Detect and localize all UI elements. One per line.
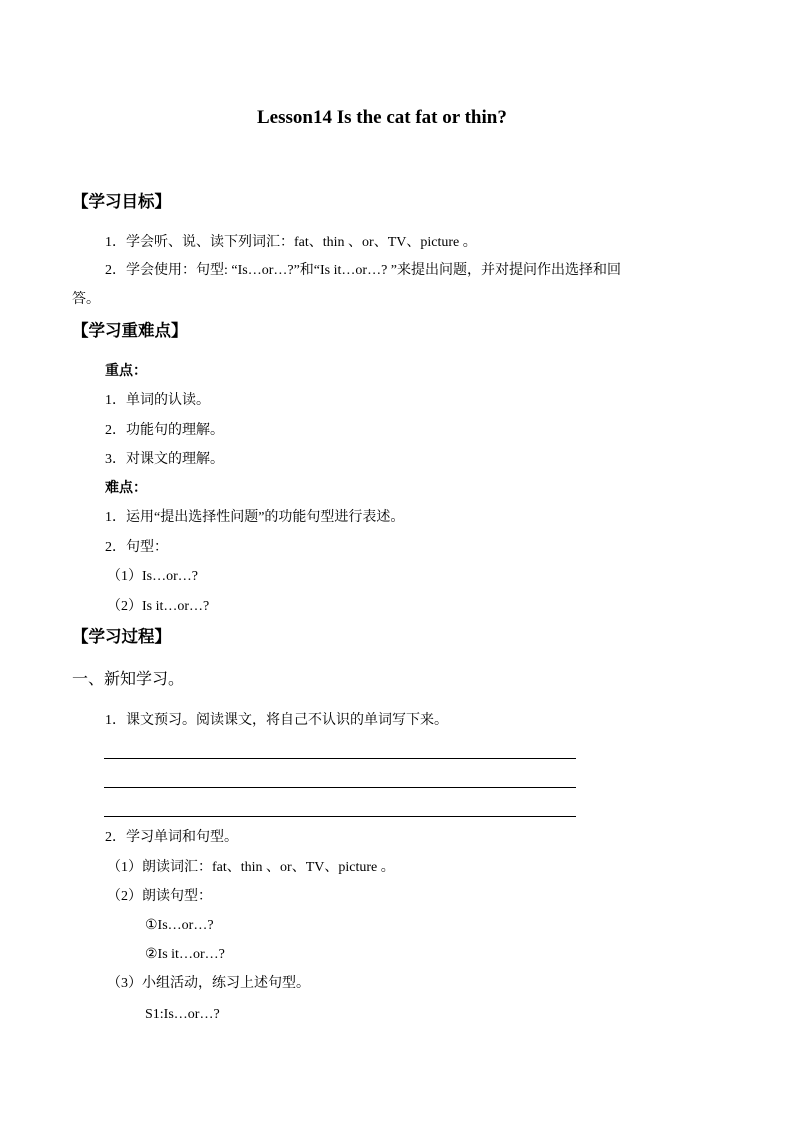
difficulty-label: 难点： bbox=[105, 481, 147, 496]
pattern-2: ②Is it…or…? bbox=[145, 947, 225, 962]
answer-line[interactable] bbox=[104, 758, 576, 759]
difficulty-item: 1．运用“提出选择性问题”的功能句型进行表述。 bbox=[105, 510, 405, 525]
difficulty-item: 2．句型： bbox=[105, 540, 168, 555]
objective-item-2: 2．学会使用：句型: “Is…or…?”和“Is it…or…? ”来提出问题，并对提问作出选择和回 bbox=[105, 263, 621, 278]
answer-line[interactable] bbox=[104, 787, 576, 788]
sub-step-2: （2）朗读句型： bbox=[107, 889, 212, 904]
focus-item: 3．对课文的理解。 bbox=[105, 452, 224, 467]
objectives-heading: 【学习目标】 bbox=[72, 192, 171, 211]
pattern-1: ①Is…or…? bbox=[145, 918, 214, 933]
sub-step-1: （1）朗读词汇：fat、thin 、or、TV、picture 。 bbox=[107, 860, 395, 875]
section-heading: 一、新知学习。 bbox=[72, 671, 185, 688]
difficulty-item: （2）Is it…or…? bbox=[107, 599, 210, 614]
process-heading: 【学习过程】 bbox=[72, 627, 171, 646]
key-points-heading: 【学习重难点】 bbox=[72, 321, 188, 340]
answer-line[interactable] bbox=[104, 816, 576, 817]
objective-item-1: 1．学会听、说、读下列词汇：fat、thin 、or、TV、picture 。 bbox=[105, 235, 477, 250]
focus-item: 1．单词的认读。 bbox=[105, 393, 210, 408]
objective-item-2-continuation: 答。 bbox=[72, 292, 100, 307]
step-1: 1．课文预习。阅读课文，将自己不认识的单词写下来。 bbox=[105, 713, 448, 728]
difficulty-item: （1）Is…or…? bbox=[107, 569, 198, 584]
page-title: Lesson14 Is the cat fat or thin? bbox=[257, 107, 507, 128]
step-2: 2．学习单词和句型。 bbox=[105, 830, 238, 845]
focus-label: 重点： bbox=[105, 364, 147, 379]
dialogue-s1: S1:Is…or…? bbox=[145, 1007, 220, 1022]
sub-step-3: （3）小组活动，练习上述句型。 bbox=[107, 976, 310, 991]
focus-item: 2．功能句的理解。 bbox=[105, 423, 224, 438]
